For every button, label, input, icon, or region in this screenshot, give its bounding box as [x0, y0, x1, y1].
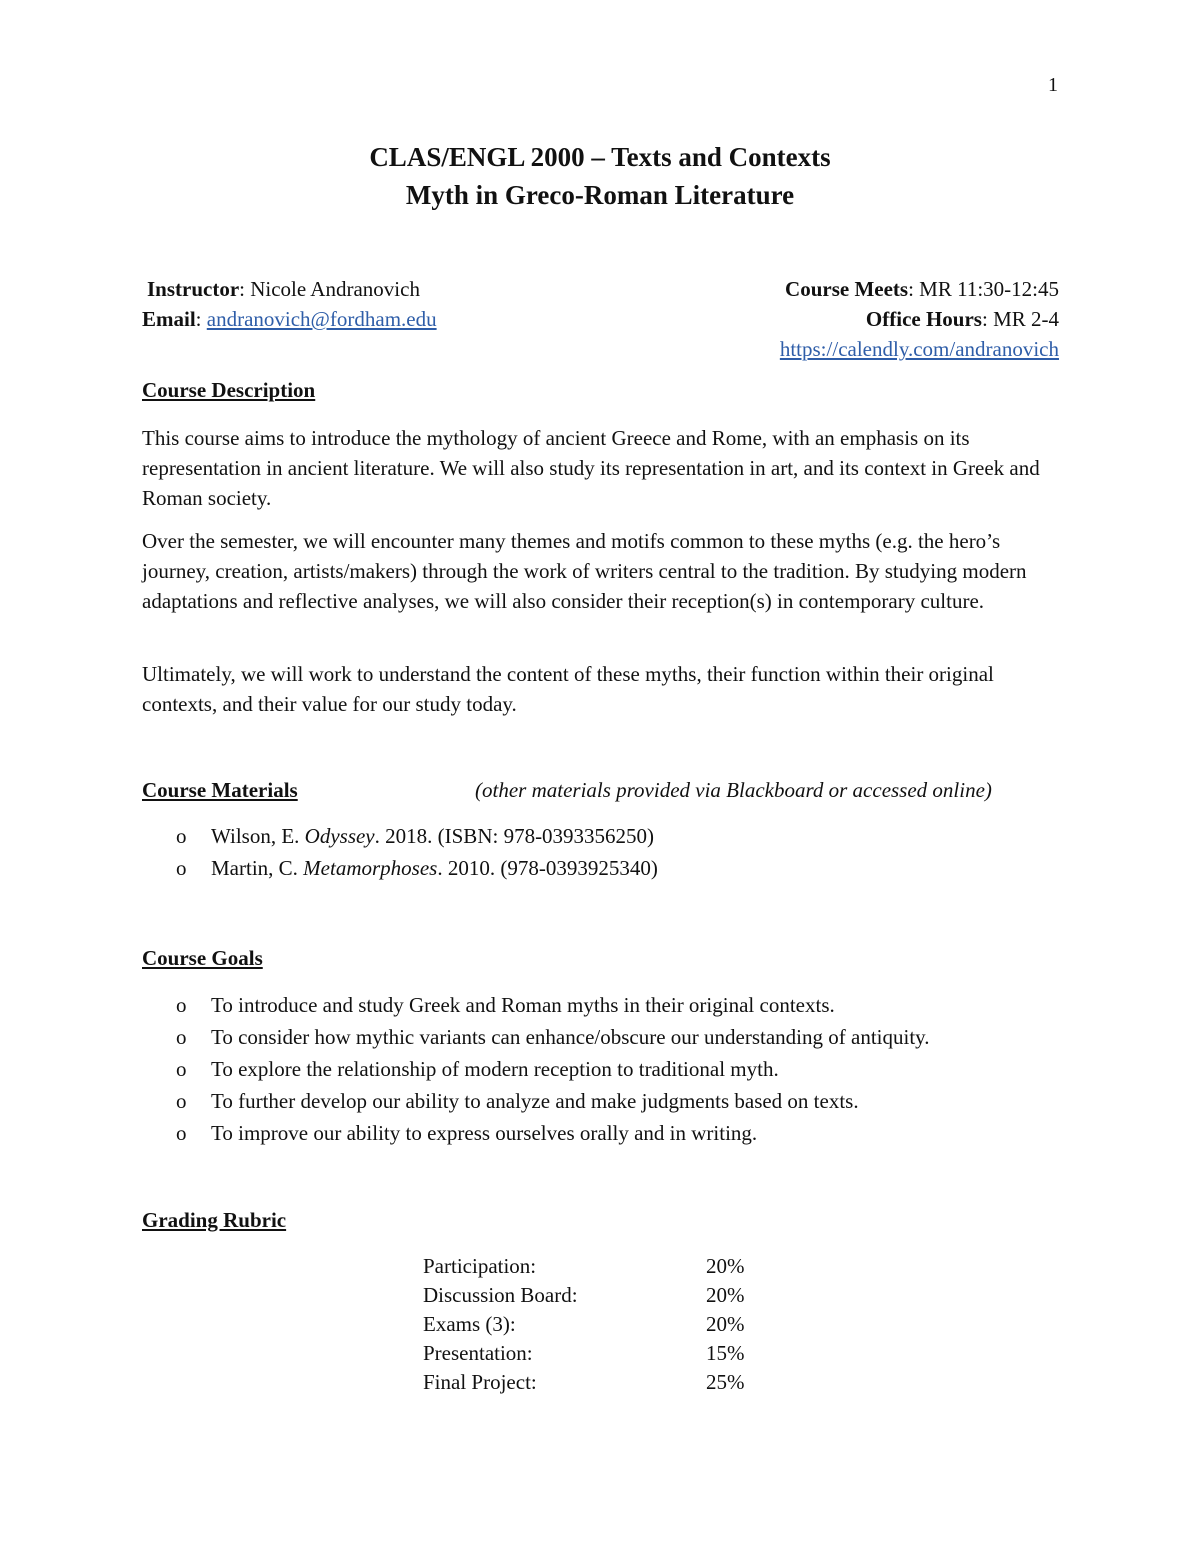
bullet-icon: o [176, 1121, 187, 1145]
table-row [423, 1310, 745, 1339]
bullet-icon: o [176, 856, 187, 880]
course-title: CLAS/ENGL 2000 – Texts and Contexts [369, 142, 831, 172]
office-hours-label: Office Hours [865, 307, 982, 331]
course-description-heading: Course Description [142, 378, 316, 402]
materials-list [176, 820, 658, 884]
grade-value: 20% [706, 1312, 745, 1336]
course-meets-value: : MR 11:30-12:45 [908, 277, 1059, 301]
instructor-line [147, 274, 437, 304]
list-item [176, 1021, 930, 1053]
grade-label: Presentation: [423, 1341, 533, 1365]
email-label: Email [142, 307, 196, 331]
bullet-icon: o [176, 993, 187, 1017]
page-number: 1 [1048, 74, 1058, 96]
grade-value: 15% [706, 1341, 745, 1365]
office-hours-line [780, 304, 1059, 334]
grade-value: 20% [706, 1254, 745, 1278]
grade-value: 25% [706, 1370, 745, 1394]
list-item [176, 989, 930, 1021]
materials-note: (other materials provided via Blackboard or accessed online) [475, 778, 992, 802]
description-paragraph-1: This course aims to introduce the mythology of ancient Greece and Rome, with an emphasis on its representation in ancient literature. We will also study its representation in art, and its context in Greek and Roman society. [142, 426, 1040, 510]
instructor-name: : Nicole Andranovich [239, 277, 420, 301]
description-paragraph-3: Ultimately, we will work to understand the content of these myths, their function within their original contexts, and their value for our study today. [142, 662, 994, 716]
instructor-block [142, 274, 437, 334]
bullet-icon: o [176, 1089, 187, 1113]
email-line [142, 304, 437, 334]
material-author: Martin, C. [211, 856, 304, 880]
material-title: Metamorphoses [303, 856, 438, 880]
course-meets-label: Course Meets [785, 277, 909, 301]
description-paragraph-2: Over the semester, we will encounter many themes and motifs common to these myths (e.g. the hero’s journey, creation, artists/makers) through the work of writers central to the tradition. By studying modern adaptations and reflective analyses, we will also consider their reception(s) in contemporary culture. [142, 529, 1027, 613]
table-row [423, 1339, 745, 1368]
bullet-icon: o [176, 1057, 187, 1081]
goal-text: To further develop our ability to analyze and make judgments based on texts. [211, 1089, 859, 1113]
goal-text: To explore the relationship of modern reception to traditional myth. [211, 1057, 779, 1081]
email-sep: : [195, 307, 207, 331]
list-item [176, 1085, 930, 1117]
grade-value: 20% [706, 1283, 745, 1307]
table-row [423, 1281, 745, 1310]
email-link[interactable]: andranovich@fordham.edu [206, 307, 437, 331]
material-author: Wilson, E. [211, 824, 305, 848]
grade-label: Final Project: [423, 1370, 537, 1394]
instructor-label: Instructor [147, 277, 240, 301]
table-row [423, 1368, 745, 1397]
bullet-icon: o [176, 1025, 187, 1049]
course-subtitle: Myth in Greco-Roman Literature [405, 180, 795, 210]
material-details: . 2018. (ISBN: 978-0393356250) [374, 824, 655, 848]
calendly-line [780, 334, 1059, 364]
bullet-icon: o [176, 824, 187, 848]
list-item [176, 1117, 930, 1149]
grading-rubric-heading: Grading Rubric [142, 1208, 287, 1232]
goal-text: To consider how mythic variants can enhance/obscure our understanding of antiquity. [211, 1025, 930, 1049]
material-title: Odyssey [304, 824, 375, 848]
material-details: . 2010. (978-0393925340) [437, 856, 658, 880]
course-goals-heading: Course Goals [142, 946, 263, 970]
schedule-block [780, 274, 1059, 364]
goal-text: To improve our ability to express ourselves orally and in writing. [211, 1121, 758, 1145]
grade-label: Exams (3): [423, 1312, 516, 1336]
list-item [176, 820, 658, 852]
table-row [423, 1252, 745, 1281]
calendly-link[interactable]: https://calendly.com/andranovich [779, 337, 1059, 361]
course-materials-heading: Course Materials [142, 778, 298, 802]
goals-list [176, 989, 930, 1149]
grade-label: Participation: [423, 1254, 537, 1278]
grading-table [423, 1252, 745, 1397]
course-meets-line [780, 274, 1059, 304]
goal-text: To introduce and study Greek and Roman myths in their original contexts. [211, 993, 835, 1017]
office-hours-value: : MR 2-4 [981, 307, 1059, 331]
grade-label: Discussion Board: [423, 1283, 578, 1307]
list-item [176, 852, 658, 884]
list-item [176, 1053, 930, 1085]
